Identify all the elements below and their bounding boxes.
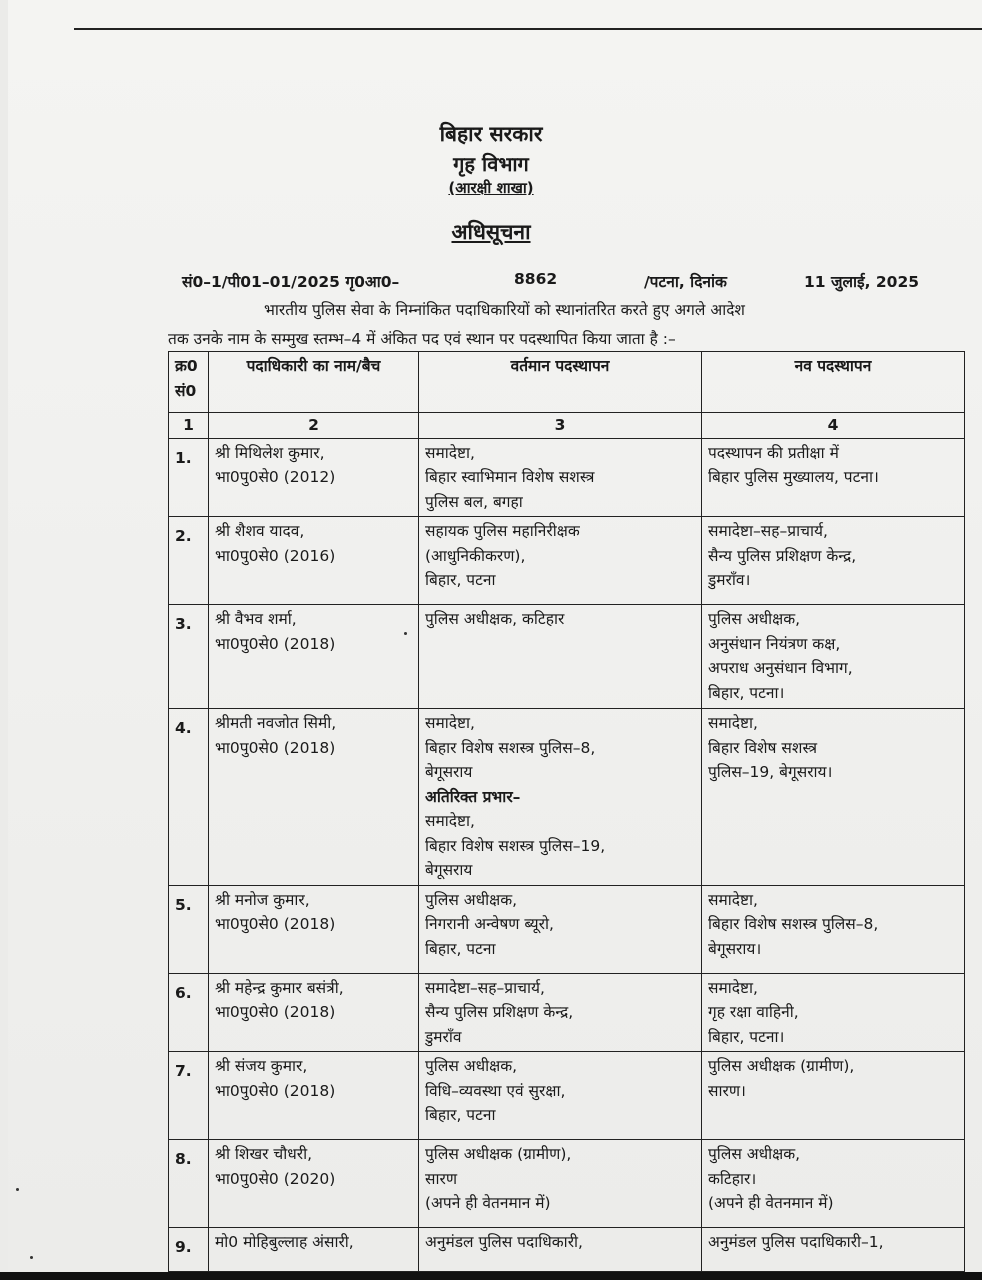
notification-title: अधिसूचना [451,220,531,244]
notification-date: 11 जुलाई, 2025 [804,273,920,291]
new-posting-cell [702,885,965,973]
scan-speck [16,1188,19,1191]
cell-text-line: पुलिस अधीक्षक, कटिहार [425,610,565,628]
cell-text-line: पुलिस अधीक्षक, [708,1145,801,1163]
cell-text-line: भा0पु0से0 (2018) [215,1003,336,1021]
table-row [169,1140,965,1228]
current-posting-cell [419,973,702,1052]
additional-charge-heading: अतिरिक्त प्रभार– [425,787,521,806]
column-number: 4 [702,413,965,439]
cell-text-line: समादेष्टा–सह–प्राचार्य, [425,978,545,997]
cell-text-line: पदस्थापन की प्रतीक्षा में [708,443,839,462]
cell-text-line: कटिहार। [708,1169,757,1188]
new-posting-cell [702,517,965,605]
header-current: वर्तमान पदस्थापन [419,352,702,413]
cell-text-line: बिहार विशेष सशस्त्र पुलिस–19, [425,836,606,855]
cell-text-line: श्री मनोज कुमार, [215,890,310,909]
cell-text-line: बिहार, पटना [425,939,496,958]
cell-text-line: सहायक पुलिस महानिरीक्षक [425,522,580,540]
reference-number: सं0–1/पी01–01/2025 गृ0आ0– [182,273,400,291]
cell-text-line: श्री महेन्द्र कुमार बसंत्री, [215,978,344,997]
officer-name-cell [209,885,419,973]
top-rule [74,28,982,30]
branch-title: (आरक्षी शाखा) [448,179,534,197]
cell-text-line: पुलिस अधीक्षक (ग्रामीण), [708,1057,855,1075]
table-row [169,605,965,709]
cell-text-line: (आधुनिकीकरण), [425,546,526,565]
table-header-row [169,352,965,413]
cell-text-line: डुमराँव। [708,571,751,589]
current-posting-cell [419,438,702,517]
column-number-row [169,413,965,439]
cell-text-line: बिहार, पटना [425,571,496,589]
reference-serial: 8862 [514,270,558,288]
cell-text-line: पुलिस अधीक्षक (ग्रामीण), [425,1145,572,1163]
cell-text-line: बिहार, पटना [425,1106,496,1124]
cell-text-line: अपराध अनुसंधान विभाग, [708,659,853,677]
cell-text-line: बेगूसराय। [708,939,762,958]
current-posting-cell [419,1052,702,1140]
cell-text-line: बिहार स्वाभिमान विशेष सशस्त्र [425,468,595,486]
cell-text-line: पुलिस अधीक्षक, [425,1057,518,1075]
place-date-label: /पटना, दिनांक [644,273,727,291]
cell-text-line: निगरानी अन्वेषण ब्यूरो, [425,915,554,933]
cell-text-line: समादेष्टा, [425,812,475,830]
officer-name-cell [209,438,419,517]
intro-paragraph [168,296,958,354]
table-row [169,973,965,1052]
serial-number-cell: 1. [169,438,209,517]
cell-text-line: श्री वैभव शर्मा, [215,610,297,628]
current-posting-cell [419,885,702,973]
cell-text-line: भा0पु0से0 (2016) [215,546,336,565]
cell-text-line: बिहार विशेष सशस्त्र [708,738,818,757]
header-name: पदाधिकारी का नाम/बैच [209,352,419,413]
cell-text-line: समादेष्टा–सह–प्राचार्य, [708,522,828,540]
intro-line-2: तक उनके नाम के सम्मुख स्तम्भ–4 में अंकित पद एवं स्थान पर पदस्थापित किया जाता है :– [168,330,676,348]
cell-text-line: भा0पु0से0 (2018) [215,1081,336,1100]
cell-text-line: अनुसंधान नियंत्रण कक्ष, [708,634,841,653]
officer-name-cell [209,605,419,709]
table-row [169,517,965,605]
government-title: बिहार सरकार [439,122,543,146]
cell-text-line: सैन्य पुलिस प्रशिक्षण केन्द्र, [708,546,857,565]
cell-text-line: भा0पु0से0 (2018) [215,634,336,653]
officer-name-cell [209,973,419,1052]
cell-text-line: मो0 मोहिबुल्लाह अंसारी, [215,1233,354,1251]
cell-text-line: समादेष्टा, [708,890,758,909]
serial-number-cell: 3. [169,605,209,709]
cell-text-line: भा0पु0से0 (2018) [215,915,336,933]
bottom-edge [0,1272,982,1280]
scan-speck [404,632,407,635]
scan-speck [30,1256,33,1259]
cell-text-line: डुमराँव [425,1027,462,1046]
current-posting-cell [419,1140,702,1228]
table-row [169,438,965,517]
serial-number-cell: 9. [169,1228,209,1272]
cell-text-line: (अपने ही वेतनमान में) [425,1194,551,1212]
serial-number-cell: 6. [169,973,209,1052]
intro-line-1: भारतीय पुलिस सेवा के निम्नांकित पदाधिकारियों को स्थानांतरित करते हुए अगले आदेश [264,301,745,319]
cell-text-line: पुलिस अधीक्षक, [425,890,518,909]
cell-text-line: विधि–व्यवस्था एवं सुरक्षा, [425,1081,566,1100]
current-posting-cell [419,605,702,709]
cell-text-line: बेगूसराय [425,763,473,781]
officer-name-cell [209,1052,419,1140]
new-posting-cell [702,1228,965,1272]
officer-name-cell [209,709,419,886]
current-posting-cell [419,517,702,605]
cell-text-line: बिहार, पटना। [708,683,785,702]
cell-text-line: बिहार पुलिस मुख्यालय, पटना। [708,468,879,486]
column-number: 1 [169,413,209,439]
cell-text-line: पुलिस अधीक्षक, [708,610,801,628]
table-body [169,413,965,1272]
officer-name-cell [209,1140,419,1228]
cell-text-line: सैन्य पुलिस प्रशिक्षण केन्द्र, [425,1003,574,1021]
header-new: नव पदस्थापन [702,352,965,413]
current-posting-cell [419,709,702,886]
cell-text-line: समादेष्टा, [708,978,758,997]
serial-number-cell: 2. [169,517,209,605]
table-row [169,1052,965,1140]
cell-text-line: समादेष्टा, [708,714,758,732]
column-number: 3 [419,413,702,439]
column-number: 2 [209,413,419,439]
cell-text-line: बेगूसराय [425,861,473,879]
table-row [169,709,965,886]
serial-number-cell: 8. [169,1140,209,1228]
cell-text-line: बिहार विशेष सशस्त्र पुलिस–8, [708,915,879,933]
cell-text-line: समादेष्टा, [425,443,475,462]
table-row [169,1228,965,1272]
officer-name-cell [209,1228,419,1272]
cell-text-line: गृह रक्षा वाहिनी, [708,1003,799,1021]
cell-text-line: बिहार विशेष सशस्त्र पुलिस–8, [425,738,596,757]
cell-text-line: श्री शैशव यादव, [215,522,305,540]
cell-text-line: श्री मिथिलेश कुमार, [215,443,325,462]
new-posting-cell [702,709,965,886]
serial-number-cell: 5. [169,885,209,973]
header-sn-line2: सं0 [175,381,197,400]
cell-text-line: पुलिस–19, बेगूसराय। [708,763,833,781]
serial-number-cell: 7. [169,1052,209,1140]
officer-name-cell [209,517,419,605]
cell-text-line: श्रीमती नवजोत सिमी, [215,714,337,732]
current-posting-cell [419,1228,702,1272]
cell-text-line: भा0पु0से0 (2018) [215,738,336,757]
cell-text-line: अनुमंडल पुलिस पदाधिकारी, [425,1233,583,1251]
cell-text-line: सारण [425,1169,458,1188]
new-posting-cell [702,973,965,1052]
cell-text-line: (अपने ही वेतनमान में) [708,1194,834,1212]
table-row [169,885,965,973]
cell-text-line: समादेष्टा, [425,714,475,732]
new-posting-cell [702,1052,965,1140]
cell-text-line: अनुमंडल पुलिस पदाधिकारी–1, [708,1233,884,1251]
cell-text-line: श्री शिखर चौधरी, [215,1145,313,1163]
cell-text-line: भा0पु0से0 (2012) [215,468,336,486]
new-posting-cell [702,438,965,517]
cell-text-line: पुलिस बल, बगहा [425,492,523,511]
new-posting-cell [702,1140,965,1228]
cell-text-line: बिहार, पटना। [708,1027,785,1046]
cell-text-line: श्री संजय कुमार, [215,1057,308,1075]
transfer-table [168,351,965,1272]
serial-number-cell: 4. [169,709,209,886]
cell-text-line: भा0पु0से0 (2020) [215,1169,336,1188]
department-title: गृह विभाग [453,152,529,176]
header-sn [169,352,209,413]
header-sn-line1: क्र0 [175,357,198,375]
cell-text-line: सारण। [708,1081,746,1100]
new-posting-cell [702,605,965,709]
